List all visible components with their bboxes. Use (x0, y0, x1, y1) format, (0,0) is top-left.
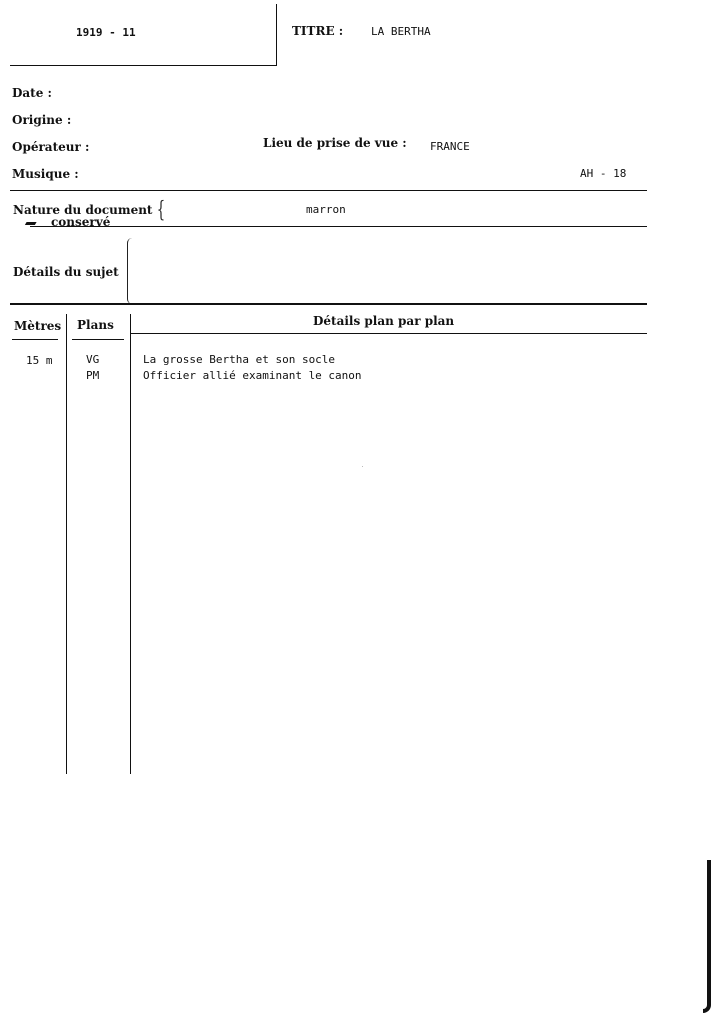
titre-label: TITRE : (292, 24, 344, 38)
operateur-label: Opérateur : (12, 140, 90, 154)
details-sujet-brace (127, 238, 132, 304)
nature-divider (30, 226, 647, 227)
header-metres: Mètres (14, 319, 62, 333)
lieu-label: Lieu de prise de vue : (263, 136, 407, 150)
reference-number: 1919 - 11 (76, 26, 136, 39)
origine-label: Origine : (12, 113, 72, 127)
titre-value: LA BERTHA (371, 25, 431, 38)
column-line-metres (66, 314, 67, 774)
row-1-detail: La grosse Bertha et son socle (143, 353, 336, 366)
musique-label: Musique : (12, 167, 79, 181)
header-underline-plans (72, 339, 124, 340)
header-underline-metres (12, 339, 58, 340)
header-divider-vertical (276, 4, 277, 66)
nature-label-conserve: conservé (51, 215, 111, 229)
date-label: Date : (12, 86, 52, 100)
header-divider-horizontal (10, 65, 277, 66)
nature-brace: { (156, 198, 166, 223)
page-edge-shadow (703, 860, 711, 1013)
header-underline-details (131, 333, 647, 334)
row-2-plan: PM (86, 369, 100, 382)
table-top-divider (10, 303, 647, 305)
nature-label: Nature du document (13, 203, 153, 217)
header-plans: Plans (77, 318, 114, 332)
fields-divider (10, 190, 647, 191)
nature-value: marron (306, 203, 346, 216)
archive-code: AH - 18 (580, 167, 627, 180)
header-details: Détails plan par plan (313, 314, 455, 328)
column-line-plans (130, 314, 131, 774)
scan-speck (362, 466, 363, 467)
row-1-plan: VG (86, 353, 100, 366)
row-1-metres: 15 m (26, 354, 53, 367)
lieu-value: FRANCE (430, 140, 470, 153)
details-sujet-label: Détails du sujet (13, 265, 119, 279)
row-2-detail: Officier allié examinant le canon (143, 369, 362, 382)
